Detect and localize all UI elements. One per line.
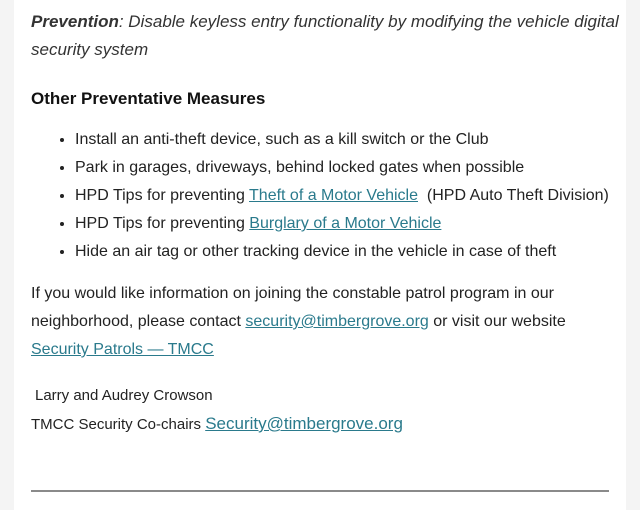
measures-heading: Other Preventative Measures	[31, 89, 266, 108]
list-item	[75, 210, 621, 238]
signature-names: Larry and Audrey Crowson	[35, 387, 213, 404]
list-item	[75, 182, 621, 210]
theft-of-motor-vehicle-link[interactable]: Theft of a Motor Vehicle	[249, 187, 418, 204]
contact-email-link[interactable]: security@timbergrove.org	[245, 313, 429, 330]
list-item-text: Hide an air tag or other tracking device in the vehicle in case of theft	[75, 243, 557, 260]
contact-paragraph	[31, 280, 621, 364]
list-item	[75, 154, 621, 182]
document-content	[31, 0, 621, 439]
contact-text: If you would like information on joining the constable patrol program in our neighborhood, please contact	[31, 285, 554, 330]
measures-list	[31, 126, 621, 266]
list-item-text: Install an anti-theft device, such as a kill switch or the Club	[75, 131, 489, 148]
signature-block	[31, 382, 621, 439]
prevention-label: Prevention	[31, 12, 119, 31]
contact-text-2: or visit our website	[428, 313, 566, 330]
document-page	[14, 0, 626, 510]
list-item-text: HPD Tips for preventing	[75, 215, 250, 232]
burglary-of-motor-vehicle-link[interactable]: Burglary of a Motor Vehicle	[249, 215, 442, 232]
signature-email-link[interactable]: Security@timbergrove.org	[205, 414, 403, 433]
signature-title: TMCC Security Co-chairs	[31, 416, 206, 433]
list-item-suffix: (HPD Auto Theft Division)	[418, 187, 609, 204]
list-item	[75, 126, 621, 154]
security-patrols-link[interactable]: Security Patrols — TMCC	[31, 341, 214, 358]
signature-title-line	[31, 410, 621, 439]
list-item-text: Park in garages, driveways, behind locked gates when possible	[75, 159, 525, 176]
horizontal-rule	[31, 490, 609, 492]
list-item	[75, 238, 621, 266]
list-item-text: HPD Tips for preventing	[75, 187, 250, 204]
prevention-text: : Disable keyless entry functionality by modifying the vehicle digital security system	[31, 12, 619, 59]
prevention-paragraph	[31, 8, 621, 64]
